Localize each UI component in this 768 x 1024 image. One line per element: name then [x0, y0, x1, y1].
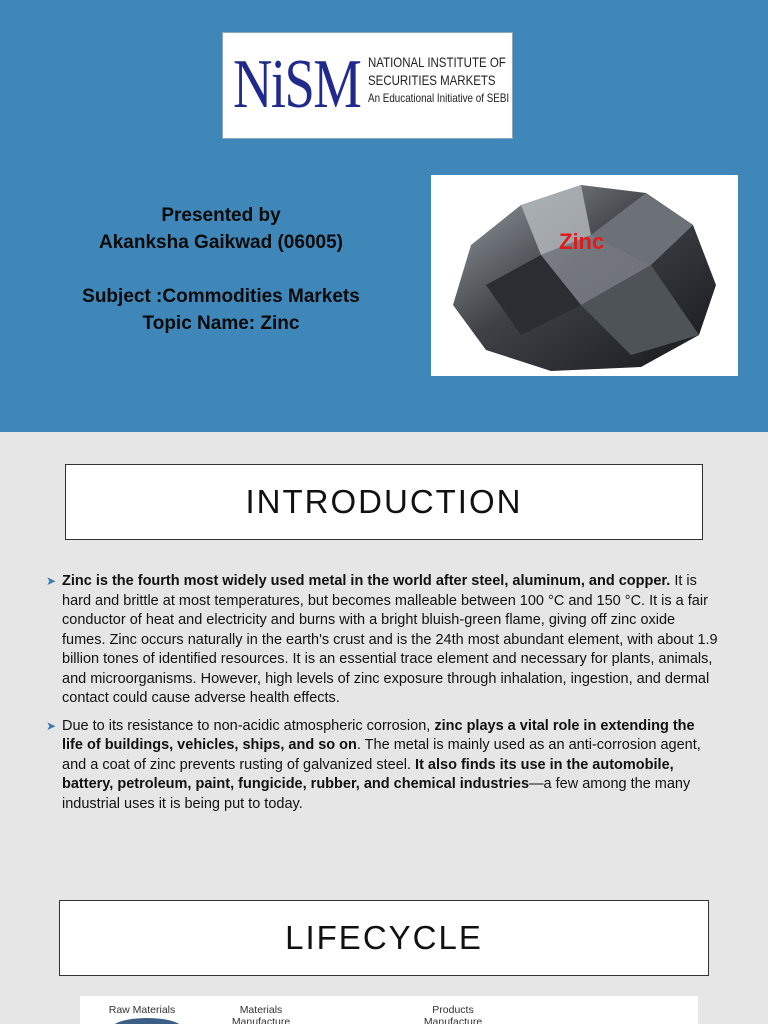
diagram-label-materials: Materials Manufacture	[231, 1004, 291, 1024]
logo-line-1: NATIONAL INSTITUTE OF	[368, 54, 506, 70]
zinc-ore-image	[431, 175, 738, 376]
intro-p1-text: It is hard and brittle at most temperatures, but becomes malleable between 100 °C and 150 °C. It is a fair conductor of heat and electricity and burns with a bright bluish-green flame, giving off zinc oxide fumes. Zinc occurs naturally in the earth's crust and is the 24th most abundant element, with about 1.9 billion tones of identified resources. It is an essential trace element and necessary for plants, animals, and microorganisms. However, high levels of zinc exposure through inhalation, ingestion, and dermal contact could cause adverse health effects.	[62, 573, 718, 706]
logo-line-2: SECURITIES MARKETS	[368, 72, 496, 88]
intro-paragraph-2	[46, 717, 718, 815]
diagram-label-raw: Raw Materials	[108, 1004, 176, 1016]
intro-p2-a: Due to its resistance to non-acidic atmospheric corrosion,	[62, 717, 435, 734]
cover-slide	[0, 0, 768, 432]
diagram-label-products: Products Manufacture	[423, 1004, 483, 1024]
subject-line: Subject :Commodities Markets	[82, 286, 360, 307]
logo-line-3: An Educational Initiative of SEBI	[368, 91, 510, 105]
presented-by: Presented by	[161, 205, 281, 226]
intro-p2-d: It also finds its use in the automobile, battery, petroleum, paint, fungicide, rubber, and chemical industries	[62, 756, 674, 792]
topic-line: Topic Name: Zinc	[142, 313, 300, 334]
logo-mark: NiSM	[233, 46, 361, 123]
introduction-heading: INTRODUCTION	[65, 464, 703, 540]
introduction-body	[46, 572, 718, 822]
intro-p2-e: —a few among the many industrial uses it is being put to today.	[62, 776, 691, 812]
intro-p2-b: zinc plays a vital role in extending the life of buildings, vehicles, ships, and so on	[62, 717, 695, 753]
intro-paragraph-1	[46, 572, 718, 709]
presenter-block	[40, 202, 402, 337]
zinc-image-label: Zinc	[559, 229, 605, 254]
lifecycle-heading: LIFECYCLE	[59, 900, 709, 976]
intro-p1-bold: Zinc is the fourth most widely used metal in the world after steel, aluminum, and copper.	[62, 573, 671, 589]
logo-text	[368, 53, 510, 107]
arrow-bullet-icon: ➤	[46, 574, 57, 588]
arrow-bullet-icon: ➤	[46, 718, 57, 733]
diagram-shape	[112, 1018, 182, 1024]
lifecycle-diagram	[80, 996, 698, 1024]
presenter-name: Akanksha Gaikwad (06005)	[99, 232, 343, 253]
intro-p2-c: . The metal is mainly used as an anti-corrosion agent, and a coat of zinc prevents rusting of galvanized steel.	[62, 737, 701, 773]
nism-logo	[222, 32, 513, 139]
